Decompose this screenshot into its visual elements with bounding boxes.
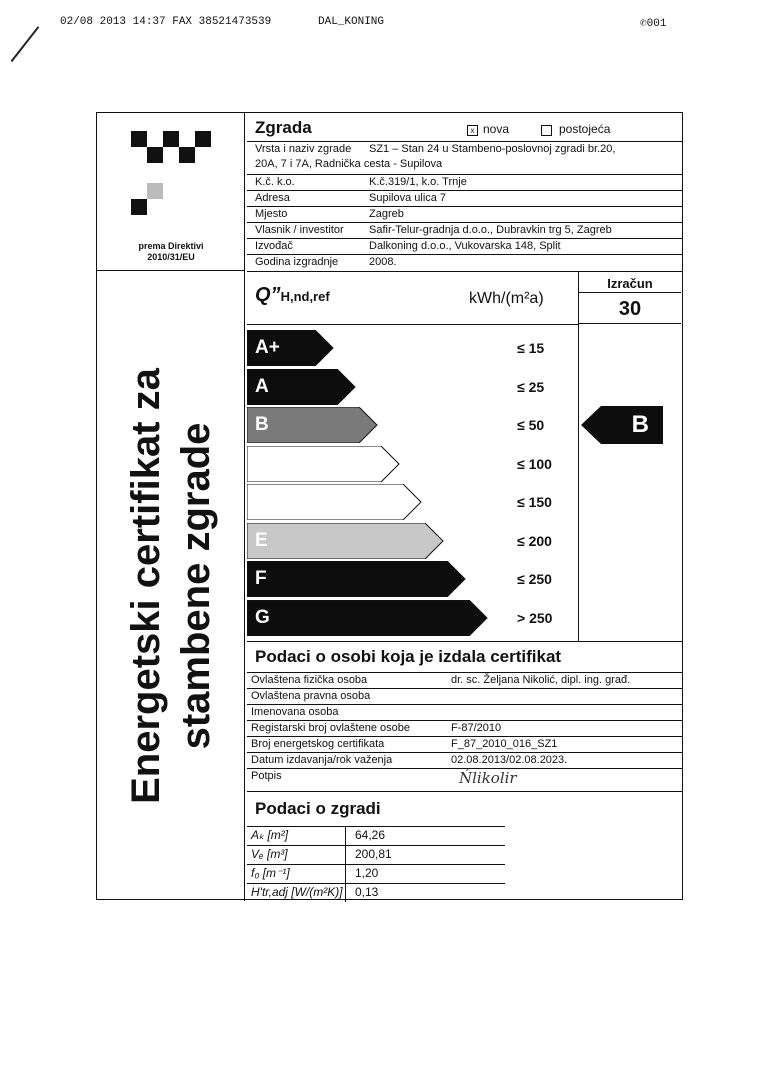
energy-class-d — [247, 484, 422, 520]
logo-square — [131, 199, 147, 215]
energy-scale — [247, 271, 682, 642]
row-value: Dalkoning d.o.o., Vukovarska 148, Split — [369, 240, 561, 252]
issuer-row — [247, 688, 682, 704]
energy-class-arrow-shape — [247, 446, 400, 482]
energy-class-threshold: ≤ 15 — [517, 340, 545, 356]
row-label: Adresa — [255, 192, 290, 204]
row-value: Supilova ulica 7 — [369, 192, 447, 204]
row-value: 02.08.2013/02.08.2023. — [451, 754, 568, 766]
data-value: 1,20 — [355, 866, 379, 880]
vertical-title — [97, 271, 245, 901]
energy-unit: kWh/(m²a) — [469, 290, 544, 307]
energy-class-label: E — [255, 529, 268, 551]
row-label: Broj energetskog certifikata — [251, 738, 385, 750]
row-value: Safir-Telur-gradnja d.o.o., Dubravkin trg 5, Zagreb — [369, 224, 612, 236]
energy-class-f — [247, 561, 466, 597]
divider — [247, 324, 578, 325]
energy-class-threshold: ≤ 50 — [517, 417, 545, 433]
energy-class-a — [247, 369, 356, 405]
energy-class-threshold: ≤ 150 — [517, 494, 552, 510]
energy-class-label: F — [255, 568, 267, 589]
new-checkbox: x — [467, 125, 478, 136]
logo-square — [195, 131, 211, 147]
energy-class-b — [247, 407, 378, 443]
energy-class-threshold: > 250 — [517, 609, 553, 626]
energy-class-e — [247, 523, 444, 559]
logo-square — [131, 131, 147, 147]
row-value: F_87_2010_016_SZ1 — [451, 738, 558, 750]
row-label: Godina izgradnje — [255, 256, 339, 268]
energy-class-arrow-shape — [247, 561, 466, 597]
energy-class-label: G — [255, 606, 270, 628]
vertical-title-line: Energetski certifikat za — [124, 368, 168, 804]
row-value: F-87/2010 — [451, 722, 502, 734]
existing-checkbox — [541, 125, 552, 136]
building-data-row — [247, 864, 505, 883]
directive-line: 2010/31/EU — [147, 252, 195, 262]
existing-label: postojeća — [559, 122, 611, 136]
signature: Ńlikolir — [459, 769, 517, 787]
building-type-value: SZ1 – Stan 24 u Stambeno-poslovnoj zgradi br.20, — [369, 143, 616, 155]
directive-label — [97, 241, 245, 263]
building-row — [247, 206, 682, 222]
data-symbol: f₀ [m⁻¹] — [251, 866, 290, 880]
building-data-row — [247, 883, 505, 902]
q-label — [255, 284, 330, 307]
energy-class-arrow-shape — [247, 600, 488, 636]
building-row — [247, 222, 682, 238]
fax-header-text: 02/08 2013 14:37 FAX 38521473539 — [60, 16, 272, 28]
issuer-row — [247, 672, 682, 688]
row-label: Registarski broj ovlaštene osobe — [251, 722, 410, 734]
fax-mark — [11, 26, 39, 62]
row-value: dr. sc. Željana Nikolić, dipl. ing. građ. — [451, 674, 631, 686]
directive-line: prema Direktivi — [138, 241, 204, 251]
energy-class-label: D — [255, 491, 269, 512]
energy-class-label: B — [255, 414, 269, 435]
building-type-row — [247, 141, 682, 174]
row-value: 2008. — [369, 256, 397, 268]
building-data-title: Podaci o zgradi — [255, 799, 381, 818]
row-label: Imenovana osoba — [251, 706, 339, 718]
building-info — [247, 113, 682, 271]
calculation-box — [578, 272, 682, 642]
data-value: 200,81 — [355, 847, 392, 861]
issuer-row — [247, 736, 682, 752]
calculation-title: Izračun — [607, 276, 653, 291]
energy-class-arrow-shape — [247, 484, 422, 520]
row-label: Izvođač — [255, 240, 293, 252]
logo-square — [147, 183, 163, 199]
building-section-title: Zgrada — [255, 118, 312, 137]
calculation-value: 30 — [579, 292, 681, 324]
logo-square — [147, 147, 163, 163]
logo-panel — [97, 113, 245, 271]
logo-square — [163, 131, 179, 147]
row-value: Zagreb — [369, 208, 404, 220]
energy-class-g — [247, 600, 488, 636]
energy-class-threshold: ≤ 100 — [517, 455, 552, 472]
energy-class-label: C — [255, 452, 269, 474]
energy-class-a-plus — [247, 330, 334, 366]
row-label: Vlasnik / investitor — [255, 224, 344, 236]
energy-class-threshold: ≤ 200 — [517, 532, 552, 549]
issuer-section — [247, 641, 682, 792]
issuer-row — [247, 768, 682, 791]
issuer-row — [247, 720, 682, 736]
q-subscript: H,nd,ref — [280, 289, 330, 304]
energy-class-threshold: ≤ 25 — [517, 378, 545, 395]
energy-certificate — [96, 112, 683, 900]
q-symbol: Q” — [255, 284, 281, 306]
data-value: 64,26 — [355, 828, 386, 842]
row-label: K.č. k.o. — [255, 176, 295, 188]
data-symbol: H'tr,adj [W/(m²K)] — [251, 885, 343, 899]
fax-sender: DAL_KONING — [318, 16, 385, 28]
data-symbol: Vₑ [m³] — [251, 847, 288, 861]
new-label: nova — [483, 122, 510, 136]
row-value: K.č.319/1, k.o. Trnje — [369, 176, 467, 188]
row-label: Mjesto — [255, 208, 288, 220]
row-label: Potpis — [251, 770, 282, 782]
data-symbol: Aₖ [m²] — [251, 828, 289, 842]
issuer-row — [247, 704, 682, 720]
row-label: Ovlaštena pravna osoba — [251, 690, 371, 702]
energy-class-c — [247, 446, 400, 482]
issuer-title: Podaci o osobi koja je izdala certifikat — [255, 647, 562, 666]
vertical-title-line: stambene zgrade — [174, 422, 218, 750]
logo-square — [179, 147, 195, 163]
data-value: 0,13 — [355, 885, 379, 899]
building-type-value: 20A, 7 i 7A, Radnička cesta - Supilova — [255, 158, 443, 170]
issuer-row — [247, 752, 682, 768]
rating-marker — [581, 406, 663, 444]
row-label: Datum izdavanja/rok važenja — [251, 754, 393, 766]
energy-class-arrow-shape — [247, 523, 444, 559]
building-row — [247, 254, 682, 270]
energy-class-label: A — [255, 375, 269, 397]
building-row — [247, 238, 682, 254]
building-data-row — [247, 845, 505, 864]
building-type-label: Vrsta i naziv zgrade — [255, 143, 352, 155]
row-label: Ovlaštena fizička osoba — [251, 674, 368, 686]
fax-page-number: ✆001 — [640, 18, 667, 30]
energy-class-label: A+ — [255, 337, 280, 358]
building-row — [247, 190, 682, 206]
energy-class-threshold: ≤ 250 — [517, 571, 552, 587]
building-data-row — [247, 826, 505, 845]
rating-label: B — [631, 411, 649, 438]
building-data-section — [247, 791, 682, 902]
building-row — [247, 174, 682, 190]
